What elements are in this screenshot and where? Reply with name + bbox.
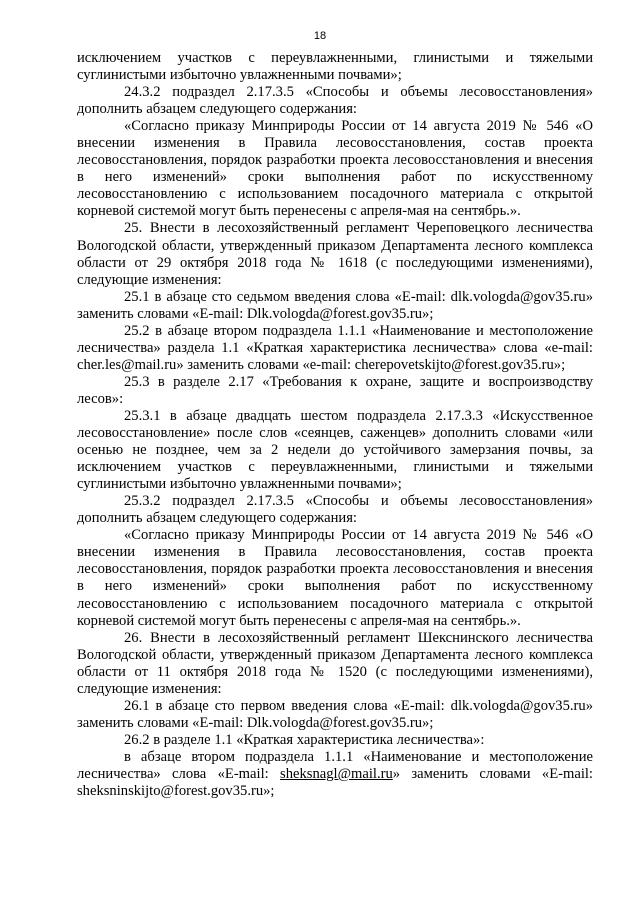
paragraph: 26. Внести в лесохозяйственный регламент Шекснинского лесничества Вологодской области, утвержденный приказом Департамента лесного комплекса области от 11 октября 2018 года № 1520 (с последующими изменениями), следующие изменения: [77, 629, 593, 697]
paragraph-with-link [77, 749, 593, 800]
paragraph: 26.1 в абзаце сто первом введения слова «E-mail: dlk.vologda@gov35.ru» заменить словами «E-mail: Dlk.vologda@forest.gov35.ru»; [77, 697, 593, 731]
paragraph-text-before-link: в абзаце втором подраздела 1.1.1 «Наименование и местоположение лесничества» слова «E-mail: [77, 748, 593, 782]
email-link[interactable]: sheksnagl@mail.ru [280, 765, 393, 782]
paragraph: 25.2 в абзаце втором подраздела 1.1.1 «Наименование и местоположение лесничества» раздела 1.1 «Краткая характеристика лесничества» слова «e-mail: cher.les@mail.ru» заменить словами «e-mail: cherepovetskijto@forest.gov35.ru»; [77, 322, 593, 373]
paragraph: 25.3 в разделе 2.17 «Требования к охране, защите и воспроизводству лесов»: [77, 373, 593, 407]
paragraph: 25.1 в абзаце сто седьмом введения слова «E-mail: dlk.vologda@gov35.ru» заменить словами «E-mail: Dlk.vologda@forest.gov35.ru»; [77, 288, 593, 322]
paragraph: «Согласно приказу Минприроды России от 14 августа 2019 № 546 «О внесении изменения в Правила лесовосстановления, состав проекта лесовосстановления, порядок разработки проекта лесовосстановления и внесения в него изменений» сроки выполнения работ по искусственному лесовосстановлению с использованием посадочного материала с открытой корневой системой могут быть перенесены с апреля-мая на сентябрь.». [77, 118, 593, 220]
paragraph: исключением участков с переувлажненными, глинистыми и тяжелыми суглинистыми избыточно увлажненными почвами»; [77, 50, 593, 84]
paragraph: 25. Внести в лесохозяйственный регламент Череповецкого лесничества Вологодской области, утвержденный приказом Департамента лесного комплекса области от 29 октября 2018 года № 1618 (с последующими изменениями), следующие изменения: [77, 220, 593, 288]
page-number: 18 [313, 30, 327, 42]
paragraph: 25.3.2 подраздел 2.17.3.5 «Способы и объемы лесовосстановления» дополнить абзацем следующего содержания: [77, 493, 593, 527]
paragraph-text-after-link: » заменить словами «E-mail: sheksninskijto@forest.gov35.ru»; [77, 765, 593, 800]
document-body [77, 50, 593, 800]
paragraph: 26.2 в разделе 1.1 «Краткая характеристика лесничества»: [124, 731, 485, 748]
paragraph: 24.3.2 подраздел 2.17.3.5 «Способы и объемы лесовосстановления» дополнить абзацем следующего содержания: [77, 84, 593, 118]
paragraph: «Согласно приказу Минприроды России от 14 августа 2019 № 546 «О внесении изменения в Правила лесовосстановления, состав проекта лесовосстановления, порядок разработки проекта лесовосстановления и внесения в него изменений» сроки выполнения работ по искусственному лесовосстановлению с использованием посадочного материала с открытой корневой системой могут быть перенесены с апреля-мая на сентябрь.». [77, 527, 593, 629]
paragraph: 25.3.1 в абзаце двадцать шестом подраздела 2.17.3.3 «Искусственное лесовосстановление» после слов «сеянцев, саженцев» дополнить словами «или осенью не позднее, чем за 2 недели до устойчивого замерзания почвы, за исключением участков с переувлажненными, глинистыми и тяжелыми суглинистыми избыточно увлажненными почвами»; [77, 407, 593, 493]
